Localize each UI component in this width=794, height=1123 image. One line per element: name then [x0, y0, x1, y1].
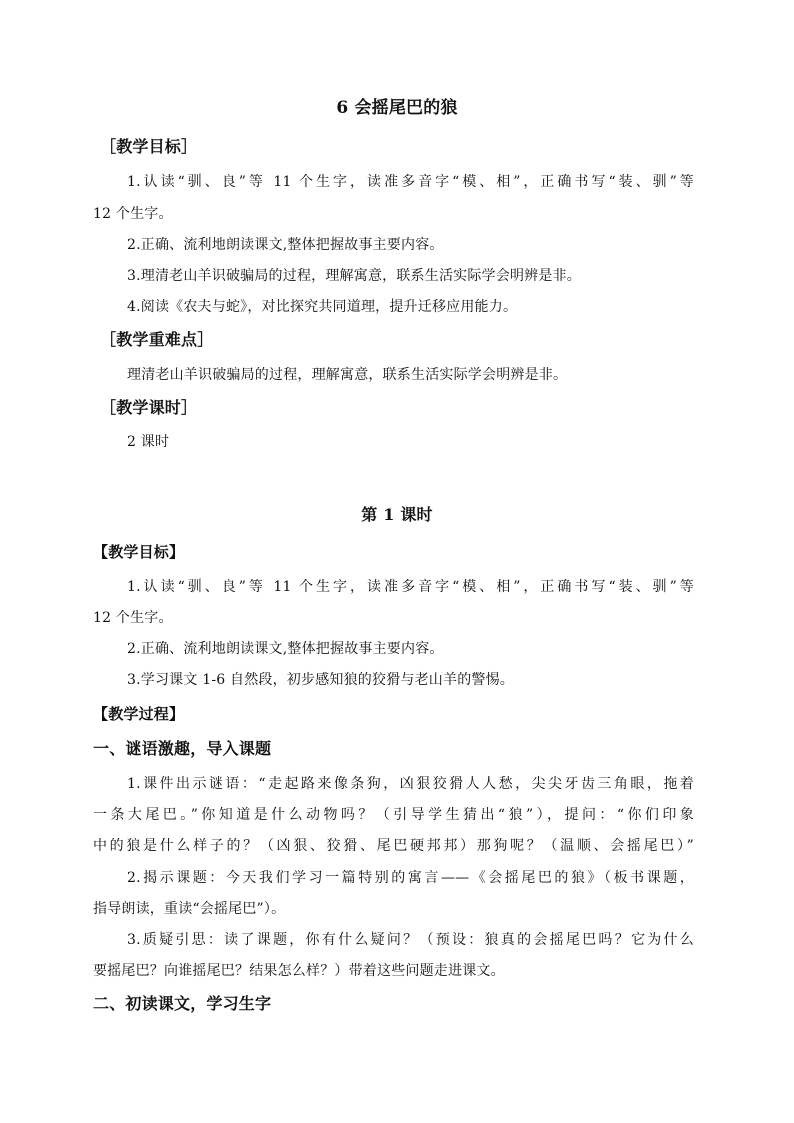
lesson-1-goal-3: 3.学习课文 1-6 自然段，初步感知狼的狡猾与老山羊的警惕。: [127, 672, 515, 688]
teaching-hours-heading: ［教学课时］: [100, 398, 198, 417]
section-1-para-3-line-2: 要摇尾巴？向谁摇尾巴？结果怎么样？）带着这些问题走进课文。: [93, 963, 505, 979]
lesson-1-goal-1-line-1: 1.认读“驯、良”等 11 个生字，读准多音字“模、相”，正确书写“装、驯”等: [127, 579, 694, 595]
goal-1-line-2: 12 个生字。: [93, 206, 173, 222]
teaching-goals-heading: ［教学目标］: [100, 137, 198, 156]
document-title: 6 会摇尾巴的狼: [336, 98, 458, 118]
goal-4: 4.阅读《农夫与蛇》，对比探究共同道理，提升迁移应用能力。: [127, 299, 518, 315]
section-1-para-1-line-2: 一条大尾巴。”你知道是什么动物吗？（引导学生猜出“狼”），提问：“你们印象: [93, 807, 694, 823]
key-difficulty-text: 理清老山羊识破骗局的过程，理解寓意，联系生活实际学会明辨是非。: [127, 367, 568, 383]
section-1-para-2-line-2: 指导朗读，重读“会摇尾巴”）。: [93, 901, 286, 917]
goal-1-line-1: 1.认读“驯、良”等 11 个生字，读准多音字“模、相”，正确书写“装、驯”等: [127, 174, 694, 190]
lesson-1-title: 第 1 课时: [361, 505, 433, 524]
lesson-1-goal-1-line-2: 12 个生字。: [93, 610, 173, 626]
lesson-1-goal-2: 2.正确、流利地朗读课文,整体把握故事主要内容。: [127, 641, 444, 657]
section-1-para-1-line-1: 1.课件出示谜语：“走起路来像条狗，凶狠狡猾人人愁，尖尖牙齿三角眼，拖着: [127, 776, 694, 792]
section-2-heading: 二、初读课文，学习生字: [93, 994, 272, 1013]
section-1-para-3-line-1: 3.质疑引思：读了课题，你有什么疑问？（预设：狼真的会摇尾巴吗？它为什么: [127, 932, 694, 948]
key-difficulty-heading: ［教学重难点］: [100, 330, 214, 349]
lesson-1-goals-heading: 【教学目标】: [93, 543, 185, 561]
teaching-hours-text: 2 课时: [127, 434, 170, 450]
goal-2: 2.正确、流利地朗读课文,整体把握故事主要内容。: [127, 237, 444, 253]
section-1-para-1-line-3: 中的狼是什么样子的？（凶狠、狡猾、尾巴硬邦邦）那狗呢？（温顺、会摇尾巴）”: [93, 838, 694, 854]
goal-3: 3.理清老山羊识破骗局的过程，理解寓意，联系生活实际学会明辨是非。: [127, 268, 581, 284]
teaching-process-heading: 【教学过程】: [93, 705, 185, 723]
section-1-heading: 一、谜语激趣，导入课题: [93, 739, 272, 758]
section-1-para-2-line-1: 2.揭示课题：今天我们学习一篇特别的寓言——《会摇尾巴的狼》（板书课题，: [127, 870, 694, 886]
